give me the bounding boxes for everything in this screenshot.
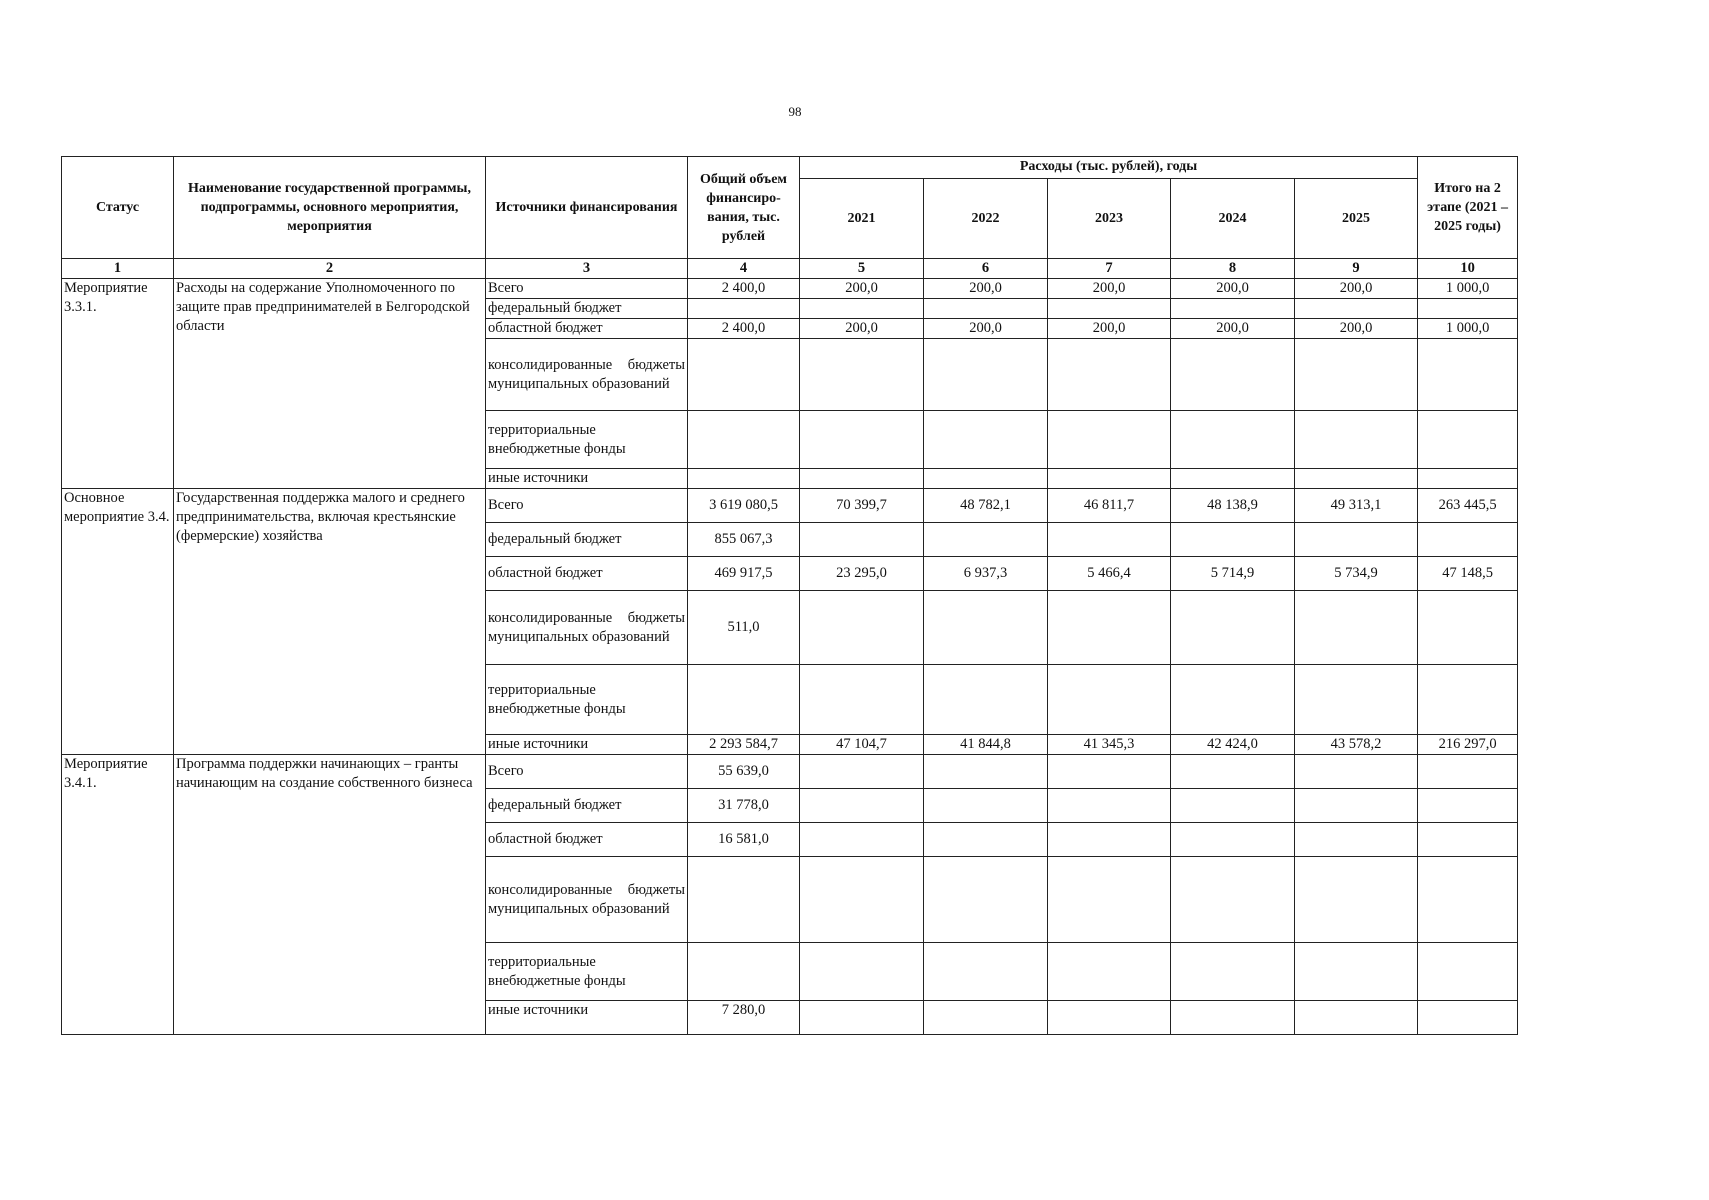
funding-source: областной бюджет bbox=[486, 823, 688, 857]
header-year: 2025 bbox=[1295, 179, 1418, 259]
year-value-cell bbox=[924, 755, 1048, 789]
year-value-cell: 6 937,3 bbox=[924, 557, 1048, 591]
year-value-cell: 70 399,7 bbox=[800, 489, 924, 523]
header-status: Статус bbox=[62, 157, 174, 259]
total-volume-cell: 511,0 bbox=[688, 591, 800, 665]
year-value-cell bbox=[924, 523, 1048, 557]
year-value-cell bbox=[800, 411, 924, 469]
funding-source: консолидированные бюджеты муниципальных образований bbox=[486, 857, 688, 943]
table-row bbox=[62, 489, 1518, 523]
stage-total-cell bbox=[1418, 755, 1518, 789]
page-number: 98 bbox=[788, 104, 802, 119]
year-value-cell bbox=[924, 943, 1048, 1001]
stage-total-cell bbox=[1418, 1001, 1518, 1035]
year-value-cell bbox=[1048, 339, 1171, 411]
funding-source: Всего bbox=[486, 489, 688, 523]
year-value-cell bbox=[1295, 943, 1418, 1001]
funding-source: Всего bbox=[486, 755, 688, 789]
year-value-cell bbox=[800, 789, 924, 823]
header-name: Наименование государственной программы, подпрограммы, основного мероприятия, мероприятия bbox=[174, 157, 486, 259]
funding-source: территориальные внебюджетные фонды bbox=[486, 943, 688, 1001]
year-value-cell bbox=[1171, 665, 1295, 735]
stage-total-cell bbox=[1418, 411, 1518, 469]
year-value-cell bbox=[1295, 823, 1418, 857]
year-value-cell bbox=[800, 1001, 924, 1035]
stage-total-cell bbox=[1418, 591, 1518, 665]
year-value-cell bbox=[1295, 857, 1418, 943]
year-value-cell: 200,0 bbox=[1048, 279, 1171, 299]
stage-total-cell: 216 297,0 bbox=[1418, 735, 1518, 755]
year-value-cell bbox=[1171, 591, 1295, 665]
row-status: Основное мероприятие 3.4. bbox=[62, 489, 174, 755]
year-value-cell bbox=[1171, 943, 1295, 1001]
funding-source: областной бюджет bbox=[486, 319, 688, 339]
total-volume-cell: 2 400,0 bbox=[688, 279, 800, 299]
year-value-cell bbox=[800, 755, 924, 789]
year-value-cell bbox=[800, 299, 924, 319]
year-value-cell bbox=[1171, 299, 1295, 319]
year-value-cell bbox=[1171, 411, 1295, 469]
year-value-cell bbox=[924, 469, 1048, 489]
stage-total-cell: 47 148,5 bbox=[1418, 557, 1518, 591]
row-status: Мероприятие 3.4.1. bbox=[62, 755, 174, 1035]
row-name: Программа поддержки начинающих – гранты начинающим на создание собственного бизнеса bbox=[174, 755, 486, 1035]
year-value-cell bbox=[1171, 789, 1295, 823]
column-number: 1 bbox=[62, 259, 174, 279]
funding-source: федеральный бюджет bbox=[486, 789, 688, 823]
year-value-cell bbox=[1295, 523, 1418, 557]
column-number: 7 bbox=[1048, 259, 1171, 279]
stage-total-cell bbox=[1418, 523, 1518, 557]
year-value-cell bbox=[1295, 591, 1418, 665]
year-value-cell bbox=[1171, 339, 1295, 411]
table-row bbox=[62, 755, 1518, 789]
year-value-cell: 200,0 bbox=[1171, 319, 1295, 339]
year-value-cell bbox=[1048, 823, 1171, 857]
stage-total-cell bbox=[1418, 339, 1518, 411]
year-value-cell bbox=[800, 591, 924, 665]
funding-source: иные источники bbox=[486, 735, 688, 755]
year-value-cell bbox=[1171, 523, 1295, 557]
column-number: 6 bbox=[924, 259, 1048, 279]
total-volume-cell: 3 619 080,5 bbox=[688, 489, 800, 523]
year-value-cell: 200,0 bbox=[800, 279, 924, 299]
year-value-cell bbox=[800, 523, 924, 557]
year-value-cell: 5 734,9 bbox=[1295, 557, 1418, 591]
year-value-cell bbox=[800, 339, 924, 411]
year-value-cell bbox=[924, 299, 1048, 319]
year-value-cell bbox=[800, 857, 924, 943]
column-number: 5 bbox=[800, 259, 924, 279]
total-volume-cell bbox=[688, 411, 800, 469]
year-value-cell bbox=[1048, 523, 1171, 557]
year-value-cell bbox=[924, 339, 1048, 411]
header-year: 2023 bbox=[1048, 179, 1171, 259]
year-value-cell: 49 313,1 bbox=[1295, 489, 1418, 523]
year-value-cell: 48 138,9 bbox=[1171, 489, 1295, 523]
total-volume-cell: 31 778,0 bbox=[688, 789, 800, 823]
stage-total-cell: 263 445,5 bbox=[1418, 489, 1518, 523]
row-name: Государственная поддержка малого и среднего предпринимательства, включая крестьянские (фермерские) хозяйства bbox=[174, 489, 486, 755]
year-value-cell bbox=[1048, 1001, 1171, 1035]
column-number: 3 bbox=[486, 259, 688, 279]
year-value-cell bbox=[1295, 755, 1418, 789]
year-value-cell bbox=[1048, 755, 1171, 789]
year-value-cell bbox=[800, 469, 924, 489]
year-value-cell: 5 466,4 bbox=[1048, 557, 1171, 591]
year-value-cell bbox=[924, 591, 1048, 665]
year-value-cell bbox=[924, 789, 1048, 823]
stage-total-cell bbox=[1418, 823, 1518, 857]
year-value-cell bbox=[1048, 591, 1171, 665]
stage-total-cell: 1 000,0 bbox=[1418, 319, 1518, 339]
year-value-cell bbox=[1295, 789, 1418, 823]
total-volume-cell bbox=[688, 857, 800, 943]
year-value-cell bbox=[1171, 469, 1295, 489]
year-value-cell bbox=[1295, 665, 1418, 735]
year-value-cell bbox=[1048, 299, 1171, 319]
year-value-cell: 200,0 bbox=[924, 279, 1048, 299]
year-value-cell bbox=[1295, 1001, 1418, 1035]
year-value-cell bbox=[1295, 339, 1418, 411]
total-volume-cell bbox=[688, 299, 800, 319]
funding-source: территориальные внебюджетные фонды bbox=[486, 411, 688, 469]
year-value-cell bbox=[1048, 943, 1171, 1001]
stage-total-cell bbox=[1418, 469, 1518, 489]
total-volume-cell: 7 280,0 bbox=[688, 1001, 800, 1035]
year-value-cell: 47 104,7 bbox=[800, 735, 924, 755]
year-value-cell: 23 295,0 bbox=[800, 557, 924, 591]
year-value-cell bbox=[1048, 469, 1171, 489]
budget-table bbox=[61, 156, 1518, 1035]
funding-source: федеральный бюджет bbox=[486, 523, 688, 557]
year-value-cell: 200,0 bbox=[1171, 279, 1295, 299]
year-value-cell bbox=[1048, 789, 1171, 823]
year-value-cell bbox=[1048, 665, 1171, 735]
funding-source: областной бюджет bbox=[486, 557, 688, 591]
header-expenses-group: Расходы (тыс. рублей), годы bbox=[800, 157, 1418, 179]
header-year: 2024 bbox=[1171, 179, 1295, 259]
total-volume-cell: 855 067,3 bbox=[688, 523, 800, 557]
funding-source: консолидированные бюджеты муниципальных образований bbox=[486, 591, 688, 665]
year-value-cell: 43 578,2 bbox=[1295, 735, 1418, 755]
funding-source: федеральный бюджет bbox=[486, 299, 688, 319]
total-volume-cell: 2 400,0 bbox=[688, 319, 800, 339]
header-year: 2022 bbox=[924, 179, 1048, 259]
stage-total-cell: 1 000,0 bbox=[1418, 279, 1518, 299]
year-value-cell bbox=[924, 857, 1048, 943]
header-sources: Источники финансирования bbox=[486, 157, 688, 259]
stage-total-cell bbox=[1418, 857, 1518, 943]
funding-source: территориальные внебюджетные фонды bbox=[486, 665, 688, 735]
total-volume-cell: 469 917,5 bbox=[688, 557, 800, 591]
stage-total-cell bbox=[1418, 665, 1518, 735]
year-value-cell: 200,0 bbox=[1295, 319, 1418, 339]
year-value-cell bbox=[924, 665, 1048, 735]
year-value-cell: 200,0 bbox=[924, 319, 1048, 339]
funding-source: иные источники bbox=[486, 469, 688, 489]
year-value-cell: 41 345,3 bbox=[1048, 735, 1171, 755]
year-value-cell: 200,0 bbox=[1295, 279, 1418, 299]
header-total-volume: Общий объем финансиро-вания, тыс. рублей bbox=[688, 157, 800, 259]
funding-source: консолидированные бюджеты муниципальных образований bbox=[486, 339, 688, 411]
column-number: 8 bbox=[1171, 259, 1295, 279]
header-year: 2021 bbox=[800, 179, 924, 259]
year-value-cell: 41 844,8 bbox=[924, 735, 1048, 755]
stage-total-cell bbox=[1418, 789, 1518, 823]
year-value-cell bbox=[1171, 857, 1295, 943]
year-value-cell bbox=[800, 943, 924, 1001]
year-value-cell bbox=[924, 823, 1048, 857]
year-value-cell: 46 811,7 bbox=[1048, 489, 1171, 523]
year-value-cell: 48 782,1 bbox=[924, 489, 1048, 523]
year-value-cell bbox=[1048, 411, 1171, 469]
year-value-cell bbox=[924, 411, 1048, 469]
year-value-cell bbox=[1295, 299, 1418, 319]
total-volume-cell: 16 581,0 bbox=[688, 823, 800, 857]
year-value-cell: 200,0 bbox=[800, 319, 924, 339]
year-value-cell: 5 714,9 bbox=[1171, 557, 1295, 591]
column-number: 10 bbox=[1418, 259, 1518, 279]
total-volume-cell bbox=[688, 469, 800, 489]
table-row bbox=[62, 279, 1518, 299]
total-volume-cell bbox=[688, 943, 800, 1001]
funding-source: Всего bbox=[486, 279, 688, 299]
year-value-cell bbox=[1171, 755, 1295, 789]
column-number: 2 bbox=[174, 259, 486, 279]
year-value-cell bbox=[1171, 1001, 1295, 1035]
row-name: Расходы на содержание Уполномоченного по защите прав предпринимателей в Белгородской области bbox=[174, 279, 486, 489]
total-volume-cell: 55 639,0 bbox=[688, 755, 800, 789]
year-value-cell bbox=[924, 1001, 1048, 1035]
column-number: 9 bbox=[1295, 259, 1418, 279]
year-value-cell bbox=[1295, 469, 1418, 489]
year-value-cell bbox=[1295, 411, 1418, 469]
header-row-top bbox=[62, 157, 1518, 179]
total-volume-cell bbox=[688, 665, 800, 735]
year-value-cell bbox=[1171, 823, 1295, 857]
stage-total-cell bbox=[1418, 299, 1518, 319]
year-value-cell: 42 424,0 bbox=[1171, 735, 1295, 755]
year-value-cell bbox=[800, 665, 924, 735]
total-volume-cell bbox=[688, 339, 800, 411]
funding-source: иные источники bbox=[486, 1001, 688, 1035]
row-status: Мероприятие 3.3.1. bbox=[62, 279, 174, 489]
column-number: 4 bbox=[688, 259, 800, 279]
header-stage-total: Итого на 2 этапе (2021 – 2025 годы) bbox=[1418, 157, 1518, 259]
year-value-cell bbox=[800, 823, 924, 857]
total-volume-cell: 2 293 584,7 bbox=[688, 735, 800, 755]
stage-total-cell bbox=[1418, 943, 1518, 1001]
year-value-cell: 200,0 bbox=[1048, 319, 1171, 339]
year-value-cell bbox=[1048, 857, 1171, 943]
column-number-row bbox=[62, 259, 1518, 279]
